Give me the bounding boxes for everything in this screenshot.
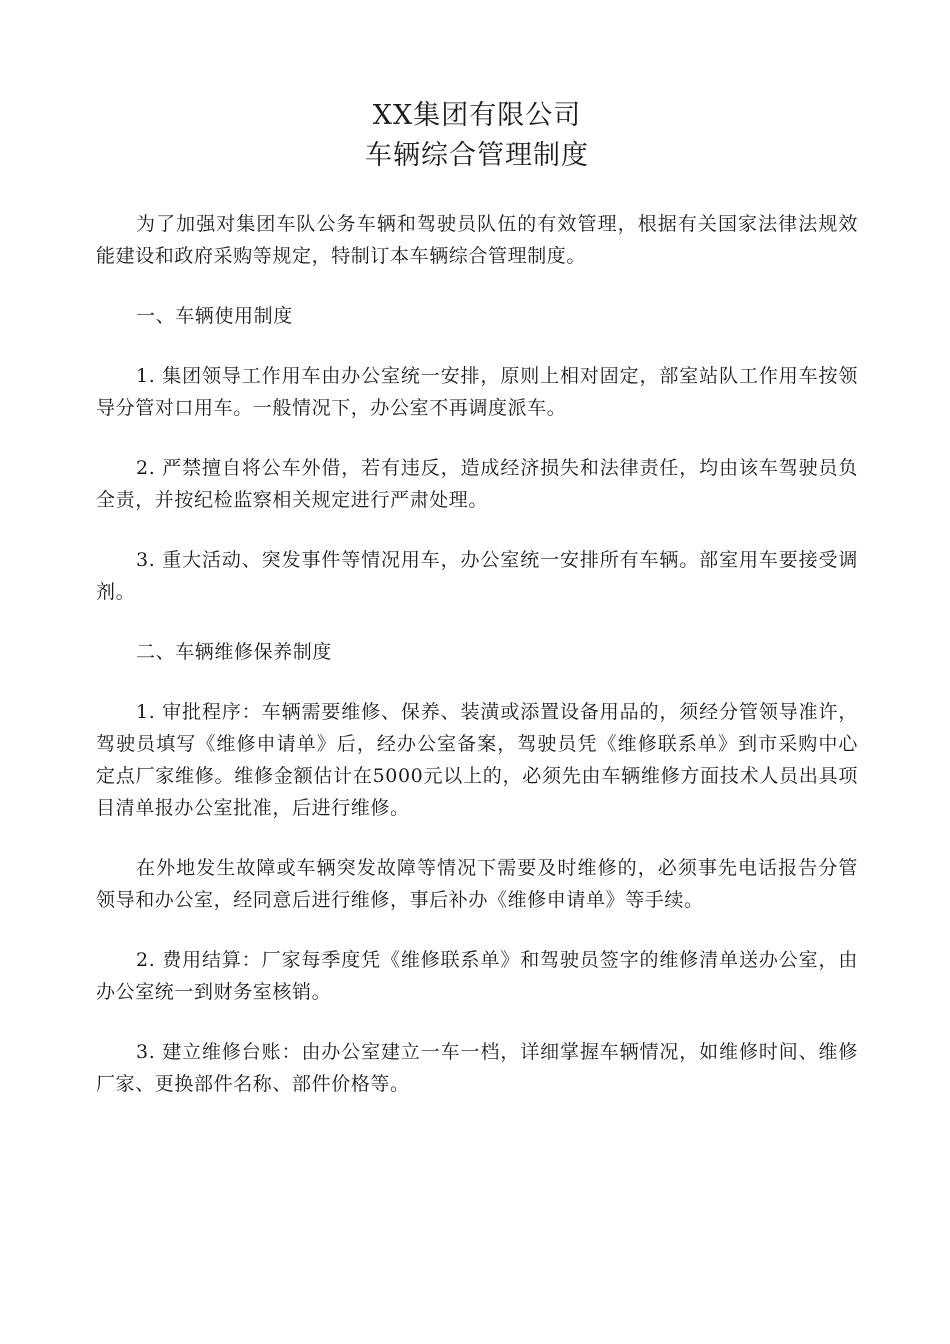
section2-item1-continued: 在外地发生故障或车辆突发故障等情况下需要及时维修的，必须事先电话报告分管领导和办公室，经同意后进行维修，事后补办《维修申请单》等手续。 (96, 857, 858, 911)
section2-item1: 1. 审批程序：车辆需要维修、保养、装潢或添置设备用品的，须经分管领导准许，驾驶员填写《维修申请单》后，经办公室备案，驾驶员凭《维修联系单》到市采购中心定点厂家维修。维修金额估计在5000元以上的，必须先由车辆维修方面技术人员出具项目清单报办公室批准，后进行维修。 (96, 701, 858, 819)
intro-paragraph: 为了加强对集团车队公务车辆和驾驶员队伍的有效管理，根据有关国家法律法规效能建设和政府采购等规定，特制订本车辆综合管理制度。 (96, 213, 858, 267)
document-body (96, 208, 858, 1100)
section1-item1: 1. 集团领导工作用车由办公室统一安排，原则上相对固定，部室站队工作用车按领导分管对口用车。一般情况下，办公室不再调度派车。 (96, 365, 858, 419)
document-page (96, 96, 858, 1128)
section2-item2: 2. 费用结算：厂家每季度凭《维修联系单》和驾驶员签字的维修清单送办公室，由办公室统一到财务室核销。 (96, 949, 858, 1003)
title-company: XX集团有限公司 (372, 100, 582, 131)
section-heading-maintenance: 二、车辆维修保养制度 (136, 641, 333, 663)
document-title (96, 96, 858, 176)
title-policy: 车辆综合管理制度 (365, 140, 589, 171)
section-heading-vehicle-use: 一、车辆使用制度 (136, 305, 293, 327)
section2-item3: 3. 建立维修台账：由办公室建立一车一档，详细掌握车辆情况，如维修时间、维修厂家、更换部件名称、部件价格等。 (96, 1041, 858, 1095)
section1-item2: 2. 严禁擅自将公车外借，若有违反，造成经济损失和法律责任，均由该车驾驶员负全责，并按纪检监察相关规定进行严肃处理。 (96, 457, 858, 511)
section1-item3: 3. 重大活动、突发事件等情况用车，办公室统一安排所有车辆。部室用车要接受调剂。 (96, 549, 858, 603)
